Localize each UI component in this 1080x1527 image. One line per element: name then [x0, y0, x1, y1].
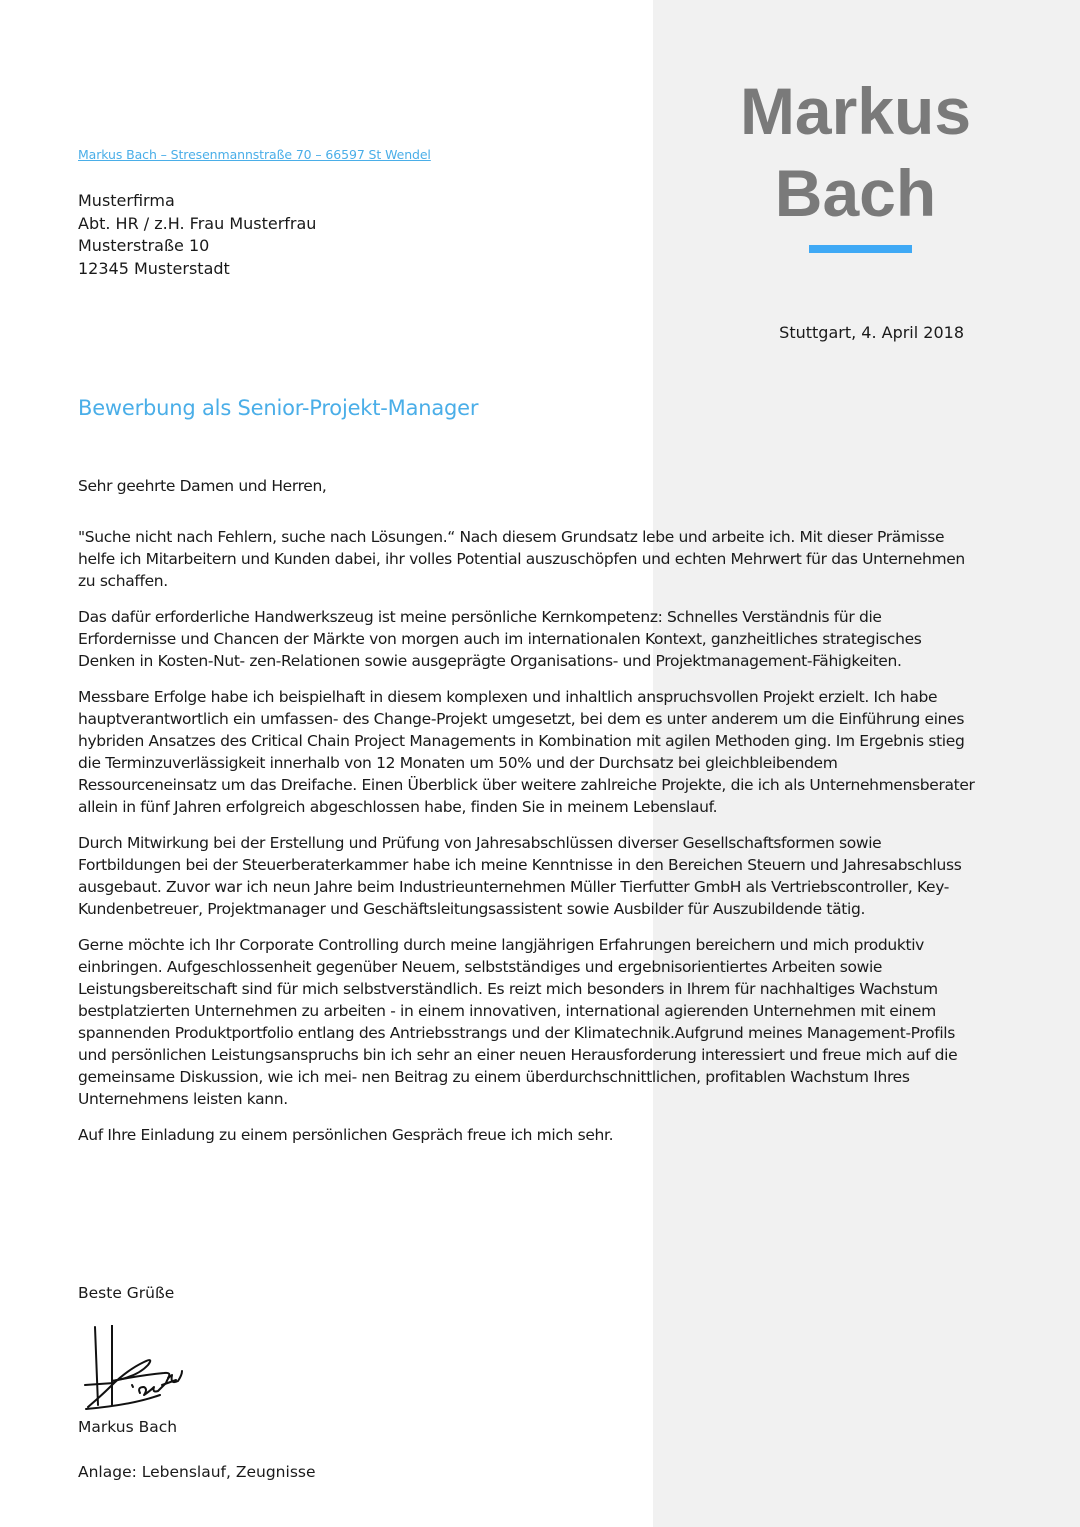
letter-subject: Bewerbung als Senior-Projekt-Manager	[78, 396, 479, 420]
header-first-name: Markus	[739, 74, 972, 148]
recipient-address	[78, 190, 316, 280]
closing-greeting: Beste Grüße	[78, 1284, 175, 1302]
header-last-name: Bach	[774, 156, 937, 230]
accent-divider	[809, 245, 912, 253]
body-paragraph-1: "Suche nicht nach Fehlern, suche nach Lösungen.“ Nach diesem Grundsatz lebe und arbeite ich. Mit dieser Prämisse helfe ich Mitarbeitern und Kunden dabei, ihr volles Potential auszuschöpfen und echten Mehrwert für das Unternehmen zu schaffen.	[78, 528, 965, 590]
recipient-company: Musterfirma	[78, 191, 175, 210]
sender-address-line: Markus Bach – Stresenmannstraße 70 – 66597 St Wendel	[78, 147, 431, 162]
body-paragraph-3: Messbare Erfolge habe ich beispielhaft in diesem komplexen und inhaltlich anspruchsvollen Projekt erzielt. Ich habe hauptverantwortlich ein umfassen- des Change-Projekt umgesetzt, bei dem es unter anderem um die Einführung eines hybriden Ansatzes des Critical Chain Project Managements in Kombination mit agilen Methoden ging. Im Ergebnis stieg die Terminzuverlässigkeit innerhalb von 12 Monaten um 50% und der Durchsatz bei gleichbleibendem Ressourceneinsatz um das Dreifache. Einen Überblick über weitere zahlreiche Projekte, die ich als Unternehmensberater allein in fünf Jahren erfolgreich abgeschlossen habe, finden Sie in meinem Lebenslauf.	[78, 688, 975, 816]
body-paragraph-5: Gerne möchte ich Ihr Corporate Controlling durch meine langjährigen Erfahrungen bereichern und mich produktiv einbringen. Aufgeschlossenheit gegenüber Neuem, selbstständiges und ergebnisorientiertes Arbeiten sowie Leistungsbereitschaft sind für mich selbstverständlich. Es reizt mich besonders in Ihrem für nachhaltiges Wachstum bestplatzierten Unternehmen zu arbeiten - in einem innovativen, international agierenden Unternehmen mit einem spannenden Produktportfolio entlang des Antriebsstrangs und der Klimatechnik.Aufgrund meines Management-Profils und persönlichen Leistungsanspruchs bin ich sehr an einer neuen Herausforderung interessiert und freue mich auf die gemeinsame Diskussion, wie ich mei- nen Beitrag zu einem überdurchschnittlichen, profitablen Wachstum Ihres Unternehmens leisten kann.	[78, 936, 958, 1108]
signer-name: Markus Bach	[78, 1418, 178, 1436]
enclosure-note: Anlage: Lebenslauf, Zeugnisse	[78, 1463, 316, 1481]
recipient-department: Abt. HR / z.H. Frau Musterfrau	[78, 213, 317, 233]
recipient-street: Musterstraße 10	[78, 236, 210, 255]
header-name	[653, 70, 1058, 234]
body-paragraph-2: Das dafür erforderliche Handwerkszeug ist meine persönliche Kernkompetenz: Schnelles Verständnis für die Erfordernisse und Chancen der Märkte von morgen auch im internationalen Kontext, ganzheitliches strategisches Denken in Kosten-Nut- zen-Relationen sowie ausgeprägte Organisations- und Projektmanagement-Fähigkeiten.	[78, 608, 922, 670]
signature-icon	[82, 1325, 192, 1415]
body-paragraph-4: Durch Mitwirkung bei der Erstellung und Prüfung von Jahresabschlüssen diverser Gesellschaftsformen sowie Fortbildungen bei der Steuerberaterkammer habe ich meine Kenntnisse in den Bereichen Steuern und Jahresabschluss ausgebaut. Zuvor war ich neun Jahre beim Industrieunternehmen Müller Tierfutter GmbH als Vertriebscontroller, Key-Kundenbetreuer, Projektmanager und Geschäftsleitungsassistent sowie Ausbilder für Auszubildende tätig.	[78, 834, 962, 918]
body-paragraph-6: Auf Ihre Einladung zu einem persönlichen Gespräch freue ich mich sehr.	[78, 1126, 614, 1144]
letter-body	[78, 475, 978, 1160]
salutation: Sehr geehrte Damen und Herren,	[78, 477, 327, 495]
letter-date: Stuttgart, 4. April 2018	[779, 323, 964, 342]
recipient-city: 12345 Musterstadt	[78, 258, 230, 278]
